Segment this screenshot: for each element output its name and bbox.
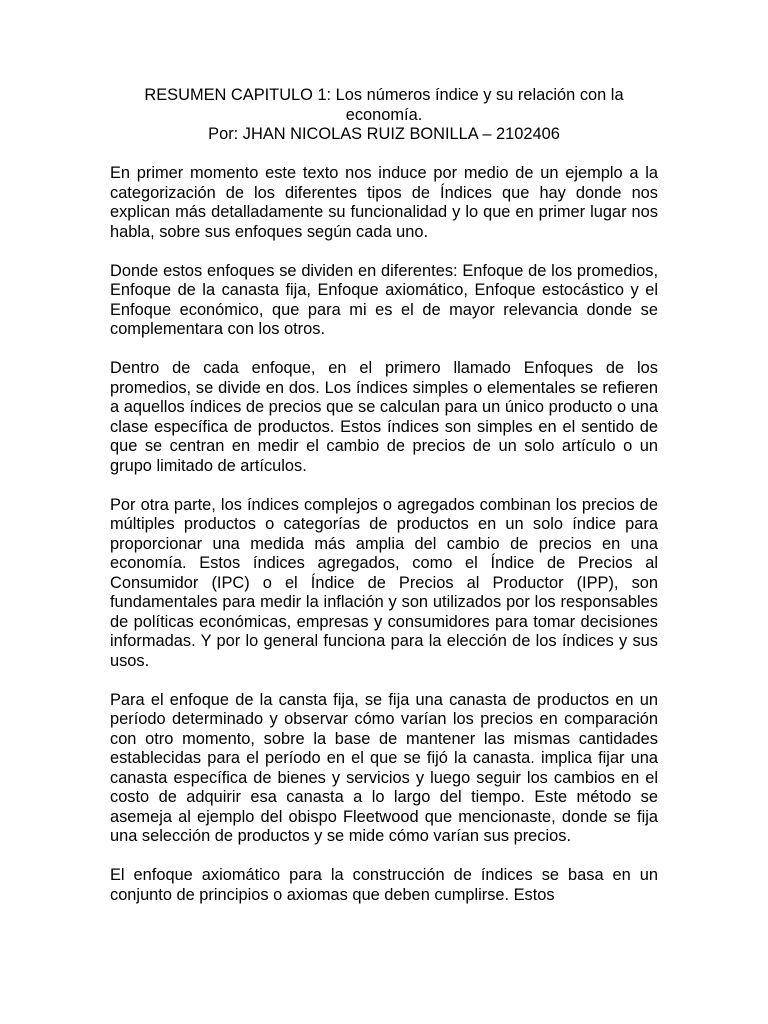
paragraph-4: Por otra parte, los índices complejos o agregados combinan los precios de múltiples productos o categorías de productos en un solo índice para proporcionar una medida más amplia del cambio de precios en una economía. Estos índices agregados, como el Índice de Precios al Consumidor (IPC) o el Índice de Precios al Productor (IPP), son fundamentales para medir la inflación y son utilizados por los responsables de políticas económicas, empresas y consumidores para tomar decisiones informadas. Y por lo general funciona para la elección de los índices y sus usos. (110, 495, 658, 670)
document-header (110, 86, 658, 145)
paragraph-2: Donde estos enfoques se dividen en diferentes: Enfoque de los promedios, Enfoque de la canasta fija, Enfoque axiomático, Enfoque estocástico y el Enfoque económico, que para mi es el de mayor relevancia donde se complementara con los otros. (110, 261, 658, 338)
paragraph-1: En primer momento este texto nos induce por medio de un ejemplo a la categorización de los diferentes tipos de Índices que hay donde nos explican más detalladamente su funcionalidad y lo que en primer lugar nos habla, sobre sus enfoques según cada uno. (110, 164, 658, 241)
document-title: RESUMEN CAPITULO 1: Los números índice y su relación con la economía. (144, 86, 624, 124)
paragraph-6: El enfoque axiomático para la construcción de índices se basa en un conjunto de principios o axiomas que deben cumplirse. Estos (110, 866, 658, 904)
document-author: Por: JHAN NICOLAS RUIZ BONILLA – 2102406 (208, 125, 560, 143)
paragraph-3: Dentro de cada enfoque, en el primero llamado Enfoques de los promedios, se divide en dos. Los índices simples o elementales se refieren a aquellos índices de precios que se calculan para un único producto o una clase específica de productos. Estos índices son simples en el sentido de que se centran en medir el cambio de precios de un solo artículo o un grupo limitado de artículos. (110, 359, 658, 475)
document-page (110, 86, 658, 925)
paragraph-5: Para el enfoque de la cansta fija, se fija una canasta de productos en un período determinado y observar cómo varían los precios en comparación con otro momento, sobre la base de mantener las mismas cantidades establecidas para el período en el que se fijó la canasta. implica fijar una canasta específica de bienes y servicios y luego seguir los cambios en el costo de adquirir esa canasta a lo largo del tiempo. Este método se asemeja al ejemplo del obispo Fleetwood que mencionaste, donde se fija una selección de productos y se mide cómo varían sus precios. (110, 690, 658, 845)
